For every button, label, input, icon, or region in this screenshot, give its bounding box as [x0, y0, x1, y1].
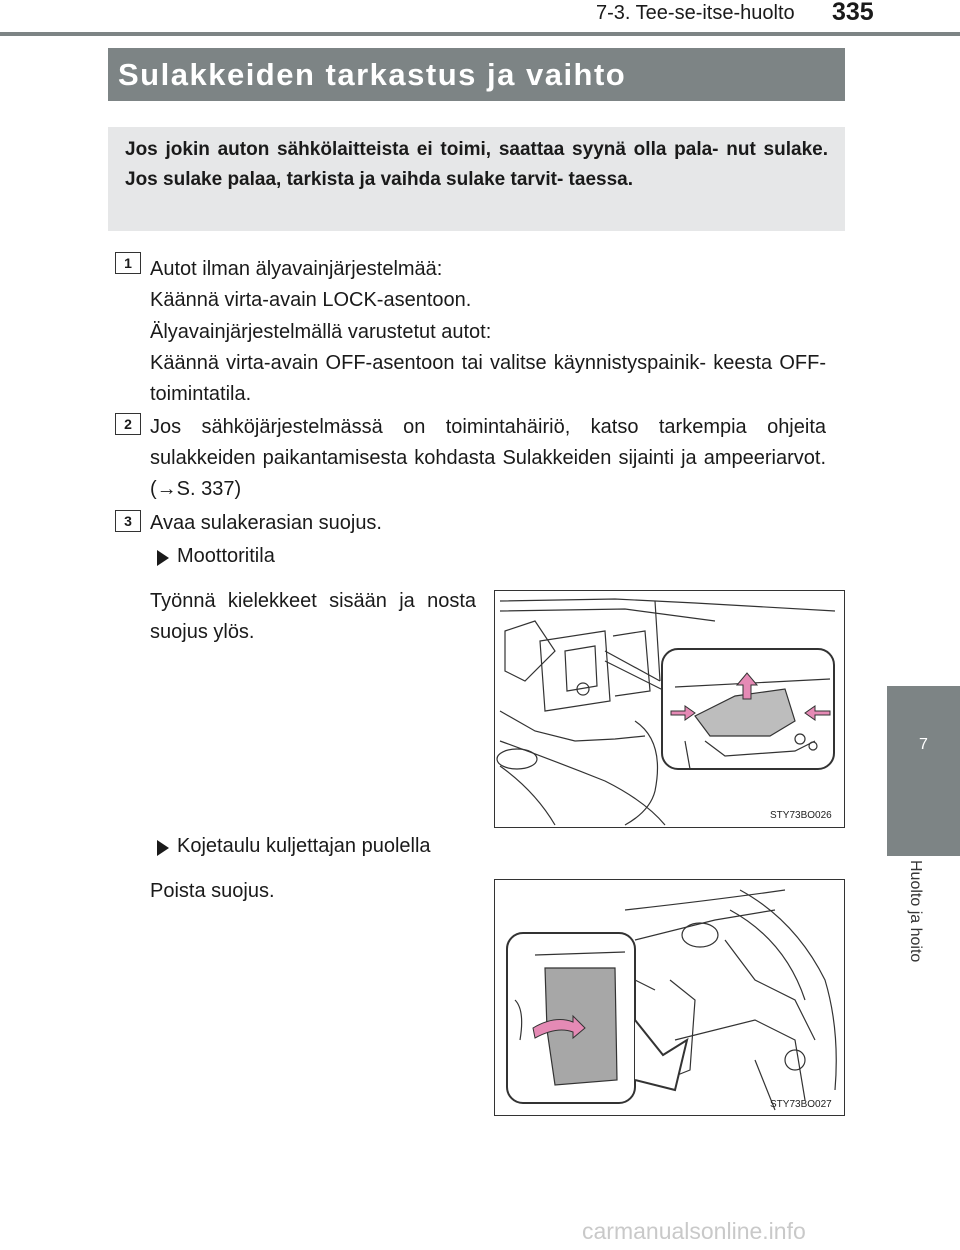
chapter-label: Huolto ja hoito	[907, 860, 924, 963]
step-1-para-1	[150, 254, 826, 316]
bullet-arrow-icon	[157, 840, 169, 856]
sub-heading-engine: Moottoritila	[177, 545, 275, 567]
figure-code: STY73BO026	[770, 810, 832, 821]
dashboard-fusebox-figure	[494, 879, 845, 1116]
dashboard-illustration	[495, 880, 843, 1114]
sub-text-dashboard: Poista suojus.	[150, 880, 275, 902]
engine-fusebox-figure	[494, 590, 845, 828]
step-1-line-2: Käännä virta-avain LOCK-asentoon.	[150, 289, 472, 311]
step-3-text: Avaa sulakerasian suojus.	[150, 512, 382, 534]
step-1-line-3: Älyavainjärjestelmällä varustetut autot:	[150, 321, 492, 343]
chapter-number: 7	[919, 736, 928, 753]
intro-text: Jos jokin auton sähkölaitteista ei toimi, saattaa syynä olla pala- nut sulake. Jos sulake palaa, tarkista ja vaihda sulake tarvit- taessa.	[125, 139, 828, 190]
section-title: 7-3. Tee-se-itse-huolto	[596, 2, 795, 24]
step-1-line-1: Autot ilman älyavainjärjestelmää:	[150, 258, 443, 280]
step-number-2: 2	[115, 413, 141, 435]
intro-box	[108, 127, 845, 231]
header-rule	[0, 32, 960, 36]
step-1-para-2	[150, 317, 826, 410]
figure-code: STY73BO027	[770, 1099, 832, 1110]
sub-heading-dashboard: Kojetaulu kuljettajan puolella	[177, 835, 431, 857]
engine-bay-illustration	[495, 591, 843, 826]
step-1-line-4: Käännä virta-avain OFF-asentoon tai valitse käynnistyspainik- keesta OFF-toimintatila.	[150, 352, 826, 405]
sub-text-engine: Työnnä kielekkeet sisään ja nosta suojus ylös.	[150, 590, 476, 643]
watermark: carmanualsonline.info	[582, 1218, 806, 1244]
page-number: 335	[832, 0, 874, 26]
chapter-tab	[887, 686, 960, 856]
bullet-arrow-icon	[157, 550, 169, 566]
page-title: Sulakkeiden tarkastus ja vaihto	[108, 48, 845, 101]
step-number-1: 1	[115, 252, 141, 274]
step-number-3: 3	[115, 510, 141, 532]
step-2-text: Jos sähköjärjestelmässä on toimintahäiriö, katso tarkempia ohjeita sulakkeiden paikantamisesta kohdasta Sulakkeiden sijainti ja ampeeriarvot. (→S. 337)	[150, 416, 826, 500]
